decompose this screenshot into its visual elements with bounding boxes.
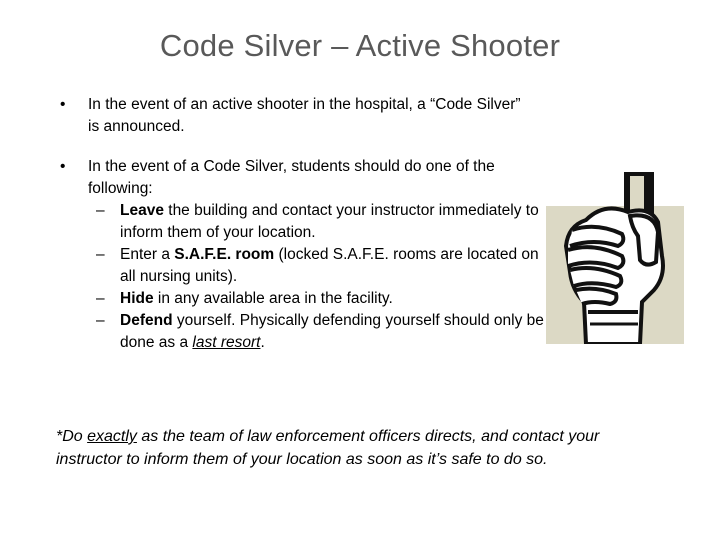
action-keyword: S.A.F.E. room	[174, 246, 275, 263]
bullet-code-silver-announcement	[60, 94, 530, 138]
action-item-safe-room: – Enter a S.A.F.E. room (locked S.A.F.E. rooms are located on all nursing units).	[96, 246, 539, 285]
action-item-defend: – Defend yourself. Physically defending yourself should only be done as a last resort.	[96, 312, 544, 351]
action-keyword: Defend	[120, 312, 173, 329]
bullet-dot: •	[60, 158, 66, 175]
slide-title: Code Silver – Active Shooter	[159, 28, 561, 63]
last-resort-emphasis: last resort	[192, 334, 261, 351]
action-keyword: Hide	[120, 290, 154, 307]
bullet-dot: •	[60, 96, 66, 113]
bullet-text: In the event of a Code Silver, students should do one of the following:	[88, 158, 495, 197]
action-item-hide: – Hide in any available area in the facility.	[96, 290, 393, 307]
action-list	[96, 200, 550, 354]
action-item-leave: – Leave the building and contact your instructor immediately to inform them of your location.	[96, 202, 539, 241]
bullet-text: In the event of an active shooter in the hospital, a “Code Silver” is announced.	[88, 96, 521, 135]
hand-holding-gun-icon	[546, 172, 684, 344]
footnote: *Do exactly as the team of law enforcement officers directs, and contact your instructor to inform them of your location as soon as it’s safe to do so.	[56, 428, 600, 468]
action-keyword: Leave	[120, 202, 164, 219]
bullet-student-actions	[60, 156, 550, 354]
exactly-emphasis: exactly	[87, 428, 137, 445]
